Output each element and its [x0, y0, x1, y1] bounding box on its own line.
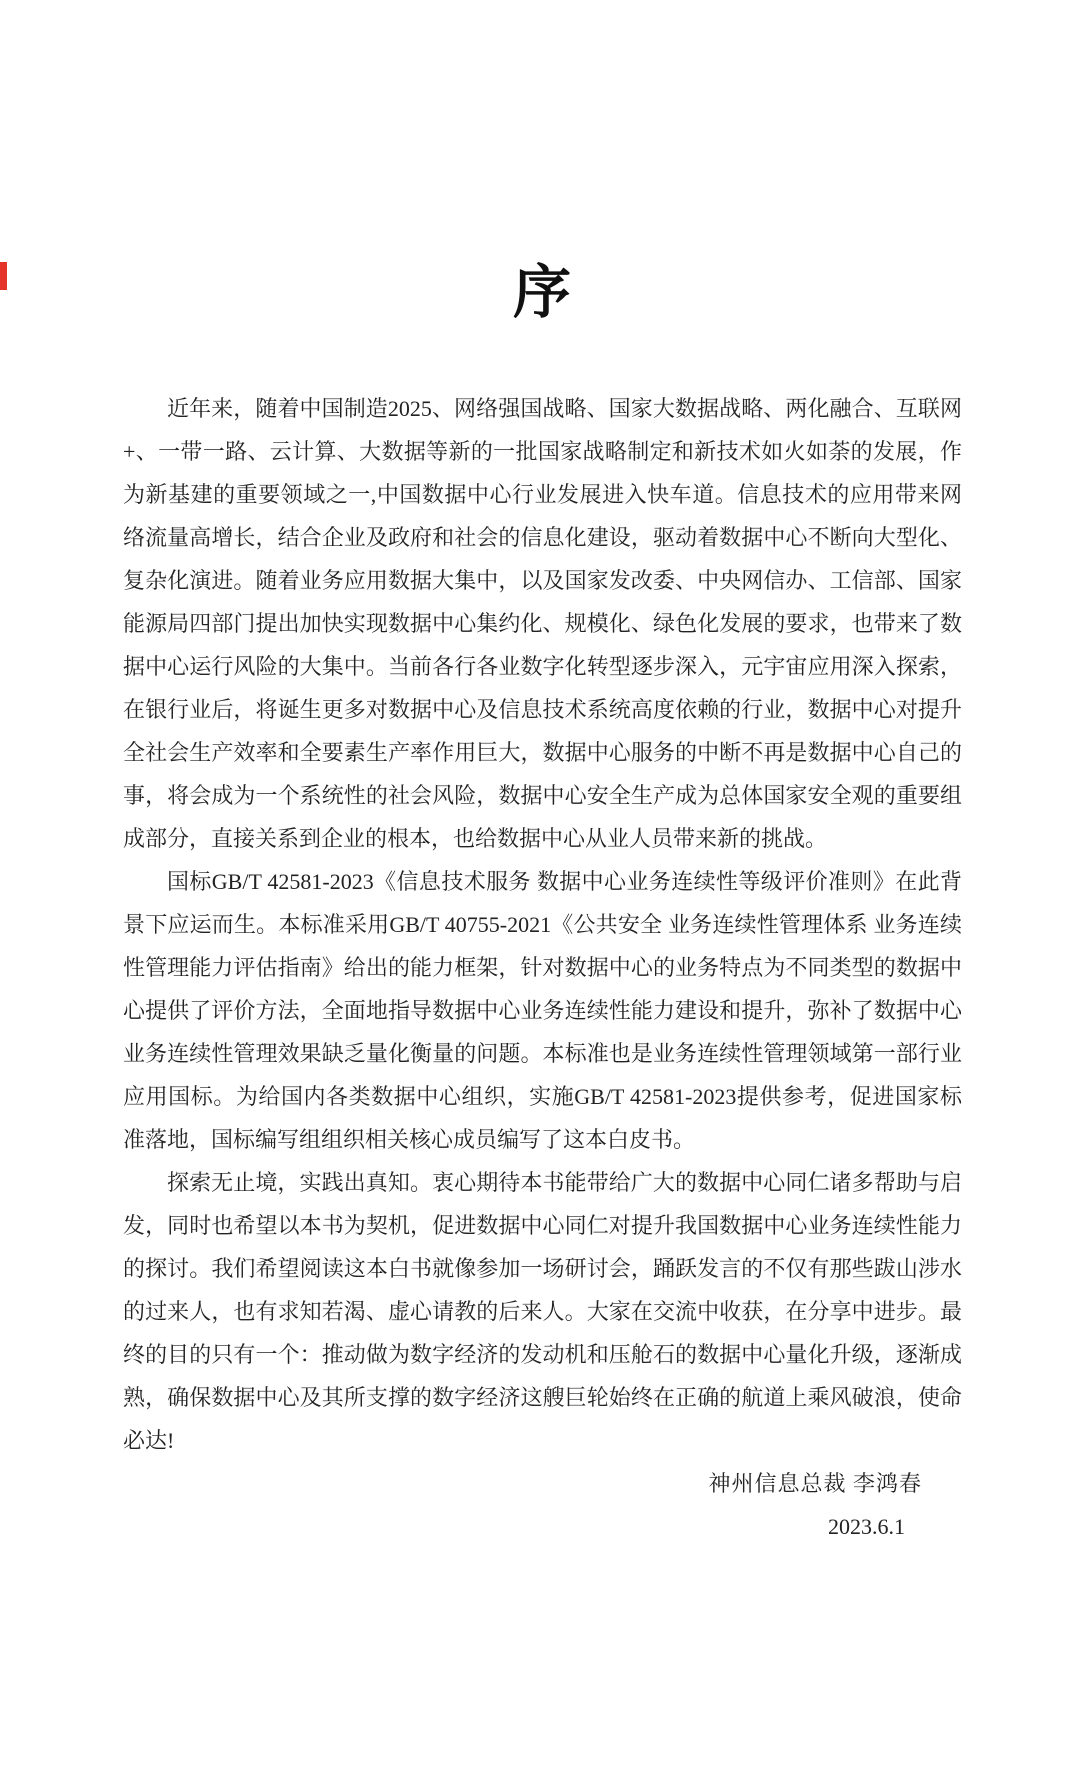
paragraph-1: 近年来，随着中国制造2025、网络强国战略、国家大数据战略、两化融合、互联网+、一带一路、云计算、大数据等新的一批国家战略制定和新技术如火如荼的发展，作为新基建的重要领域之一,中国数据中心行业发展进入快车道。信息技术的应用带来网络流量高增长，结合企业及政府和社会的信息化建设，驱动着数据中心不断向大型化、复杂化演进。随着业务应用数据大集中，以及国家发改委、中央网信办、工信部、国家能源局四部门提出加快实现数据中心集约化、规模化、绿色化发展的要求，也带来了数据中心运行风险的大集中。当前各行各业数字化转型逐步深入，元宇宙应用深入探索，在银行业后，将诞生更多对数据中心及信息技术系统高度依赖的行业，数据中心对提升全社会生产效率和全要素生产率作用巨大，数据中心服务的中断不再是数据中心自己的事，将会成为一个系统性的社会风险，数据中心安全生产成为总体国家安全观的重要组成部分，直接关系到企业的根本，也给数据中心从业人员带来新的挑战。: [123, 396, 962, 851]
signature-date: 2023.6.1: [828, 1514, 905, 1539]
preface-body: [123, 387, 962, 1462]
red-scan-mark: [0, 262, 7, 290]
document-page: [0, 259, 1080, 1548]
scanned-document-page: [0, 259, 1080, 1786]
signature-block: [123, 1462, 962, 1548]
signature-name: 神州信息总裁 李鸿春: [708, 1471, 922, 1496]
page-title: 序: [512, 260, 572, 325]
paragraph-2: 国标GB/T 42581-2023《信息技术服务 数据中心业务连续性等级评价准则》在此背景下应运而生。本标准采用GB/T 40755-2021《公共安全 业务连续性管理体系 业务连续性管理能力评估指南》给出的能力框架，针对数据中心的业务特点为不同类型的数据中心提供了评价方法，全面地指导数据中心业务连续性能力建设和提升，弥补了数据中心业务连续性管理效果缺乏量化衡量的问题。本标准也是业务连续性管理领域第一部行业应用国标。为给国内各类数据中心组织，实施GB/T 42581-2023提供参考，促进国家标准落地，国标编写组组织相关核心成员编写了这本白皮书。: [123, 869, 962, 1152]
paragraph-3: 探索无止境，实践出真知。衷心期待本书能带给广大的数据中心同仁诸多帮助与启发，同时也希望以本书为契机，促进数据中心同仁对提升我国数据中心业务连续性能力的探讨。我们希望阅读这本白书就像参加一场研讨会，踊跃发言的不仅有那些跋山涉水的过来人，也有求知若渴、虚心请教的后来人。大家在交流中收获，在分享中进步。最终的目的只有一个：推动做为数字经济的发动机和压舱石的数据中心量化升级，逐渐成熟，确保数据中心及其所支撑的数字经济这艘巨轮始终在正确的航道上乘风破浪，使命必达!: [123, 1170, 962, 1453]
